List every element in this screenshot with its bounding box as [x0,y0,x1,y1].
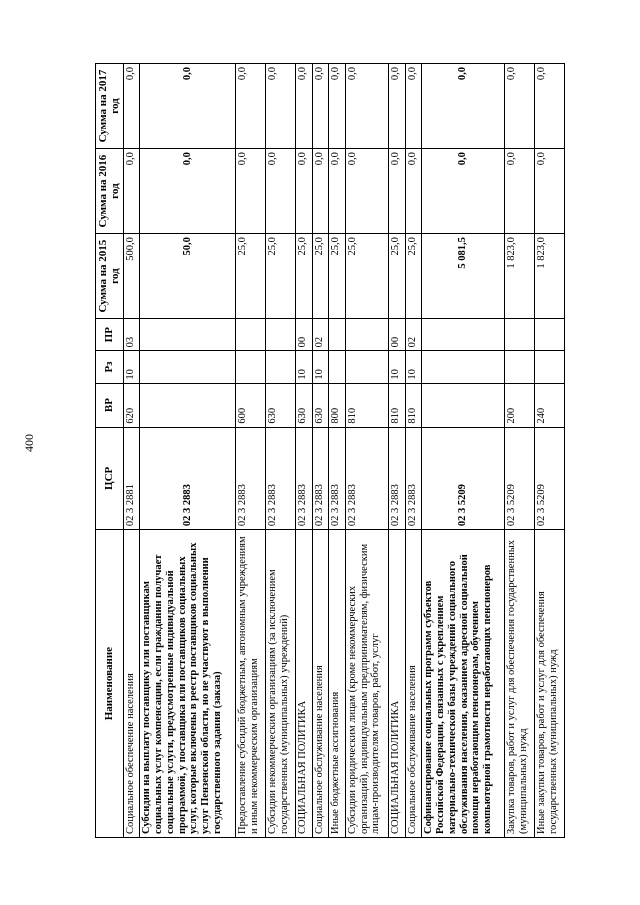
cell-name: Предоставление субсидий бюджетным, автономным учреждениям и иным некоммерческим организациям [236,530,266,838]
cell-rz [140,351,236,383]
cell-vr: 800 [329,383,346,427]
cell-pr: 03 [123,319,140,351]
cell-sum-2017: 0,0 [535,64,565,149]
cell-name: Софинансирование социальных программ субъектов Российской Федерации, связанных с укреплением материально-технической базы учреждений социального обслуживания населения, оказанием адресной социальной помощи неработающим пенсионерам, обучением компьютерной грамотности неработающих пенсионеров [422,530,505,838]
cell-rz: 10 [389,351,406,383]
header-vr: ВР [96,383,124,427]
cell-rz [345,351,388,383]
table-row [236,64,266,838]
cell-rz: 10 [405,351,422,383]
cell-sum-2015: 25,0 [345,234,388,319]
cell-sum-2016: 0,0 [422,149,505,234]
cell-name: СОЦИАЛЬНАЯ ПОЛИТИКА [296,530,313,838]
cell-rz: 10 [123,351,140,383]
table-header-row [96,64,124,838]
cell-csr: 02 3 2883 [345,427,388,530]
cell-pr: 02 [312,319,329,351]
table-row [345,64,388,838]
cell-sum-2015: 25,0 [296,234,313,319]
table-row [296,64,313,838]
cell-sum-2017: 0,0 [345,64,388,149]
cell-pr [535,319,565,351]
cell-sum-2017: 0,0 [505,64,535,149]
cell-name: Субсидии некоммерческим организациям (за исключением государственных (муниципальных) учреждений) [266,530,296,838]
cell-vr: 810 [345,383,388,427]
cell-sum-2015: 25,0 [266,234,296,319]
cell-sum-2015: 25,0 [389,234,406,319]
header-name: Наименование [96,530,124,838]
header-sum-2017: Сумма на 2017 год [96,64,124,149]
cell-sum-2016: 0,0 [312,149,329,234]
cell-vr: 240 [535,383,565,427]
cell-sum-2017: 0,0 [236,64,266,149]
cell-rz: 10 [296,351,313,383]
table-row [312,64,329,838]
cell-name: Субсидии на выплату поставщику или поставщикам социальных услуг компенсации, если гражданин получает социальные услуги, предусмотренные индивидуальной программой, у поставщика или поставщиков социальных услуг, которые включены в реестр поставщиков социальных услуг Пензенской области, но не участвуют в выполнении государственного задания (заказа) [140,530,236,838]
cell-name: СОЦИАЛЬНАЯ ПОЛИТИКА [389,530,406,838]
cell-csr: 02 3 5209 [422,427,505,530]
cell-sum-2016: 0,0 [345,149,388,234]
cell-csr: 02 3 5209 [535,427,565,530]
header-rz: Рз [96,351,124,383]
cell-vr: 630 [312,383,329,427]
cell-sum-2015: 1 823,0 [505,234,535,319]
cell-sum-2015: 25,0 [236,234,266,319]
cell-vr: 630 [266,383,296,427]
cell-csr: 02 3 2881 [123,427,140,530]
cell-vr: 810 [405,383,422,427]
cell-name: Субсидии юридическим лицам (кроме некоммерческих организаций), индивидуальным предпринимателям, физическим лицам-производителям товаров, работ, услуг [345,530,388,838]
cell-sum-2017: 0,0 [329,64,346,149]
cell-csr: 02 3 2883 [296,427,313,530]
cell-vr: 630 [296,383,313,427]
cell-csr: 02 3 2883 [329,427,346,530]
cell-pr: 00 [389,319,406,351]
cell-sum-2015: 50,0 [140,234,236,319]
cell-sum-2016: 0,0 [405,149,422,234]
cell-pr [505,319,535,351]
cell-csr: 02 3 2883 [266,427,296,530]
cell-name: Социальное обслуживание населения [312,530,329,838]
cell-name: Закупка товаров, работ и услуг для обеспечения государственных (муниципальных) нужд [505,530,535,838]
cell-sum-2017: 0,0 [422,64,505,149]
cell-sum-2016: 0,0 [329,149,346,234]
cell-pr: 00 [296,319,313,351]
cell-sum-2017: 0,0 [123,64,140,149]
cell-pr: 02 [405,319,422,351]
cell-csr: 02 3 2883 [389,427,406,530]
cell-csr: 02 3 2883 [312,427,329,530]
cell-rz [266,351,296,383]
cell-pr [422,319,505,351]
cell-sum-2016: 0,0 [296,149,313,234]
cell-rz [236,351,266,383]
cell-sum-2016: 0,0 [236,149,266,234]
header-sum-2016: Сумма на 2016 год [96,149,124,234]
cell-csr: 02 3 2883 [236,427,266,530]
cell-rz [329,351,346,383]
cell-sum-2016: 0,0 [266,149,296,234]
cell-vr: 810 [389,383,406,427]
cell-name: Иные закупки товаров, работ и услуг для обеспечения государственных (муниципальных) нужд [535,530,565,838]
cell-csr: 02 3 5209 [505,427,535,530]
cell-vr: 600 [236,383,266,427]
table-row [405,64,422,838]
header-sum-2015: Сумма на 2015 год [96,234,124,319]
table-row [389,64,406,838]
cell-sum-2015: 5 081,5 [422,234,505,319]
cell-sum-2015: 500,0 [123,234,140,319]
cell-sum-2017: 0,0 [312,64,329,149]
cell-sum-2015: 25,0 [329,234,346,319]
cell-pr [345,319,388,351]
cell-pr [140,319,236,351]
cell-sum-2015: 25,0 [312,234,329,319]
cell-vr: 200 [505,383,535,427]
cell-sum-2017: 0,0 [296,64,313,149]
cell-sum-2015: 25,0 [405,234,422,319]
page-number: 400 [22,434,36,452]
cell-sum-2016: 0,0 [389,149,406,234]
rotated-table-container [95,63,565,838]
cell-vr [422,383,505,427]
table-body [123,64,564,838]
table-row [140,64,236,838]
cell-sum-2016: 0,0 [505,149,535,234]
cell-sum-2017: 0,0 [140,64,236,149]
table-row [535,64,565,838]
cell-sum-2016: 0,0 [123,149,140,234]
cell-vr: 620 [123,383,140,427]
table-row [505,64,535,838]
cell-rz [422,351,505,383]
table-row [422,64,505,838]
cell-sum-2017: 0,0 [266,64,296,149]
table-row [266,64,296,838]
budget-table [95,63,565,838]
cell-vr [140,383,236,427]
cell-sum-2017: 0,0 [405,64,422,149]
header-csr: ЦСР [96,427,124,530]
cell-name: Социальное обеспечение населения [123,530,140,838]
header-pr: ПР [96,319,124,351]
cell-sum-2017: 0,0 [389,64,406,149]
cell-sum-2016: 0,0 [140,149,236,234]
cell-sum-2016: 0,0 [535,149,565,234]
cell-name: Социальное обслуживание населения [405,530,422,838]
cell-csr: 02 3 2883 [405,427,422,530]
cell-pr [266,319,296,351]
cell-rz [535,351,565,383]
table-row [329,64,346,838]
cell-rz: 10 [312,351,329,383]
table-row [123,64,140,838]
cell-csr: 02 3 2883 [140,427,236,530]
cell-name: Иные бюджетные ассигнования [329,530,346,838]
cell-pr [329,319,346,351]
cell-rz [505,351,535,383]
cell-sum-2015: 1 823,0 [535,234,565,319]
cell-pr [236,319,266,351]
